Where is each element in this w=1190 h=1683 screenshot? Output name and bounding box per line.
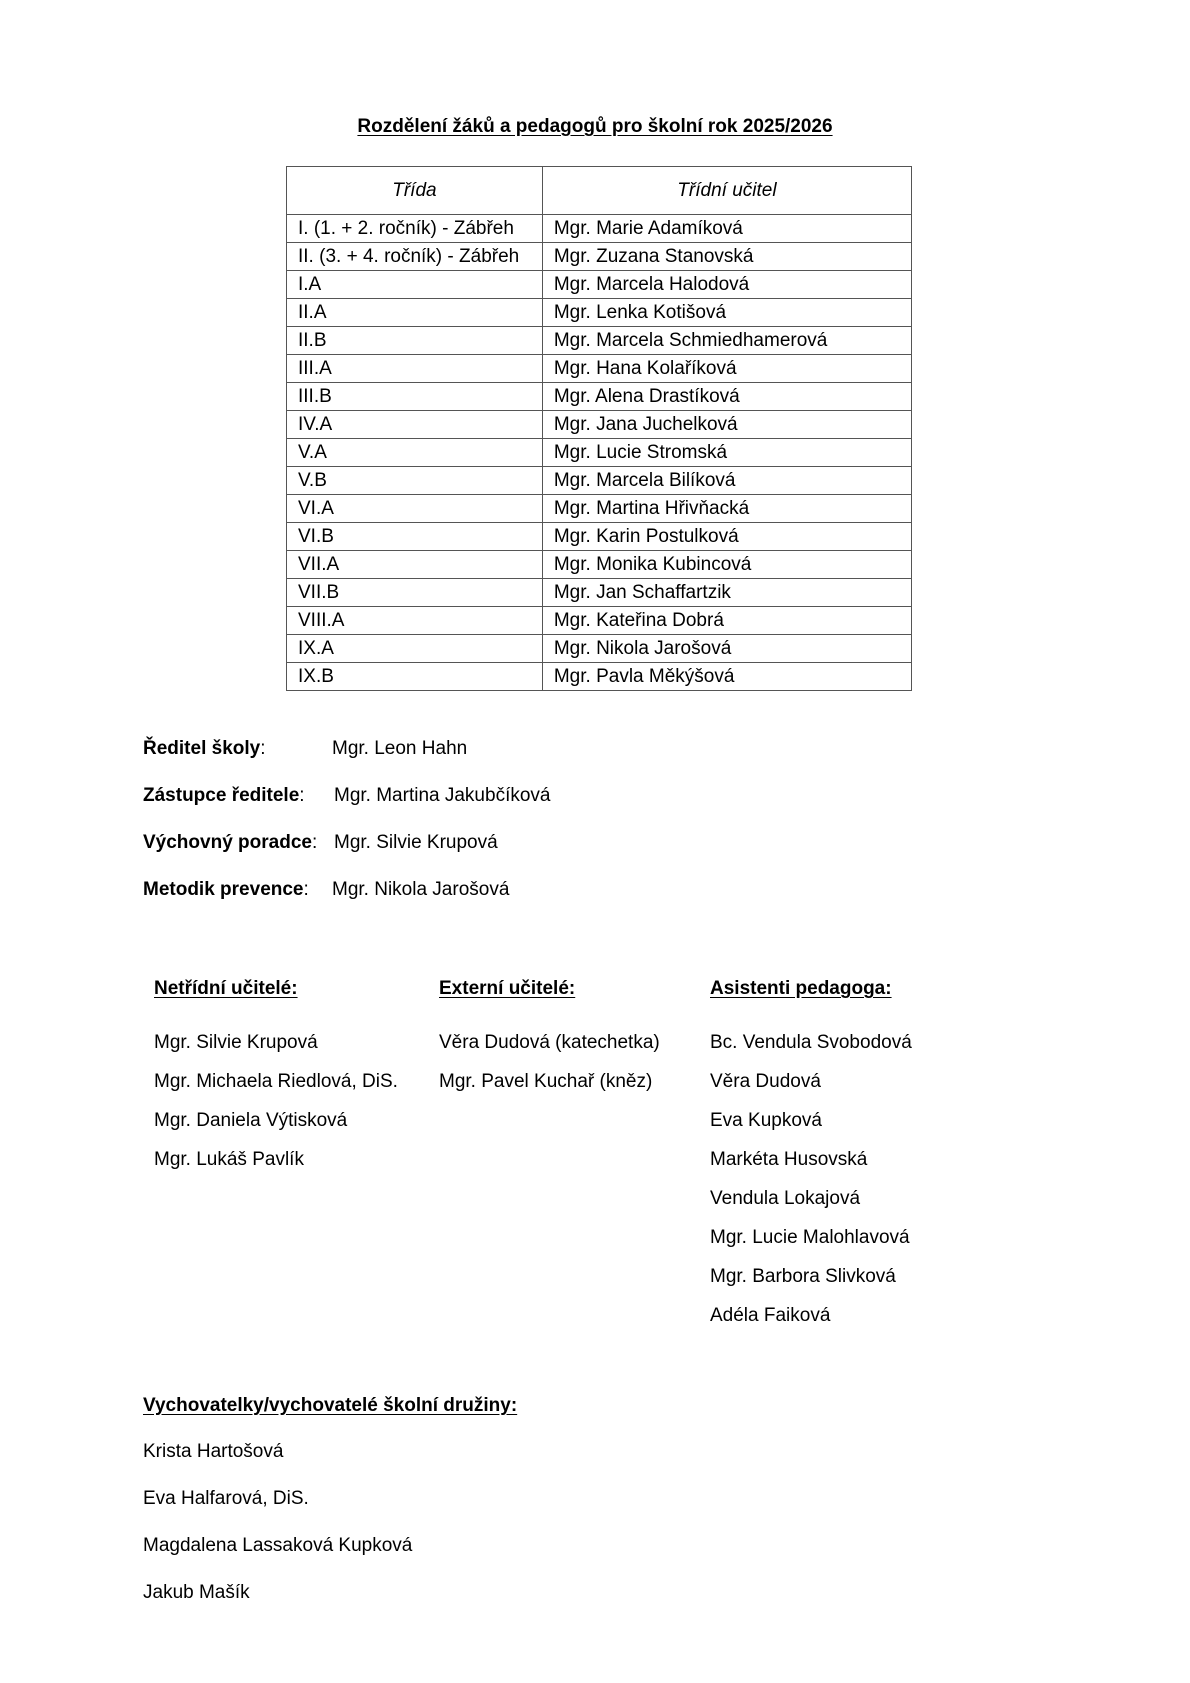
table-row xyxy=(287,411,912,439)
class-name-cell: II.B xyxy=(287,327,543,355)
role-value: Mgr. Nikola Jarošová xyxy=(332,879,510,900)
external-teachers-heading: Externí učitelé: xyxy=(439,978,576,999)
non-class-teacher-item: Mgr. Michaela Riedlová, DiS. xyxy=(154,1071,398,1092)
table-row xyxy=(287,551,912,579)
class-name-cell: VII.A xyxy=(287,551,543,579)
role-row-deputy xyxy=(143,785,551,809)
table-row xyxy=(287,607,912,635)
teacher-name-cell: Mgr. Karin Postulková xyxy=(542,523,911,551)
role-colon: : xyxy=(260,738,266,759)
non-class-teachers-heading: Netřídní učitelé: xyxy=(154,978,298,999)
table-header-row xyxy=(287,167,912,215)
class-name-cell: II.A xyxy=(287,299,543,327)
table-row xyxy=(287,439,912,467)
table-row xyxy=(287,327,912,355)
assistant-item: Mgr. Lucie Malohlavová xyxy=(710,1227,910,1248)
class-name-cell: III.A xyxy=(287,355,543,383)
after-school-club-heading: Vychovatelky/vychovatelé školní družiny: xyxy=(143,1395,518,1416)
column-header-class: Třída xyxy=(287,167,543,215)
teacher-name-cell: Mgr. Alena Drastíková xyxy=(542,383,911,411)
teacher-name-cell: Mgr. Lenka Kotišová xyxy=(542,299,911,327)
teacher-name-cell: Mgr. Kateřina Dobrá xyxy=(542,607,911,635)
table-row xyxy=(287,635,912,663)
role-value: Mgr. Silvie Krupová xyxy=(334,832,498,853)
after-school-club-item: Krista Hartošová xyxy=(143,1441,284,1462)
table-row xyxy=(287,523,912,551)
class-name-cell: VII.B xyxy=(287,579,543,607)
page-title: Rozdělení žáků a pedagogů pro školní rok 2025/2026 xyxy=(357,116,833,137)
role-row-counselor xyxy=(143,832,498,856)
assistant-item: Eva Kupková xyxy=(710,1110,822,1131)
assistants-heading: Asistenti pedagoga: xyxy=(710,978,892,999)
non-class-teacher-item: Mgr. Lukáš Pavlík xyxy=(154,1149,304,1170)
after-school-club-item: Jakub Mašík xyxy=(143,1582,250,1603)
class-name-cell: V.B xyxy=(287,467,543,495)
table-row xyxy=(287,243,912,271)
role-value: Mgr. Martina Jakubčíková xyxy=(334,785,551,806)
table-row xyxy=(287,355,912,383)
teacher-name-cell: Mgr. Zuzana Stanovská xyxy=(542,243,911,271)
assistant-item: Mgr. Barbora Slivková xyxy=(710,1266,896,1287)
class-name-cell: IX.B xyxy=(287,663,543,691)
table-row xyxy=(287,271,912,299)
teacher-name-cell: Mgr. Monika Kubincová xyxy=(542,551,911,579)
teacher-name-cell: Mgr. Jan Schaffartzik xyxy=(542,579,911,607)
assistant-item: Věra Dudová xyxy=(710,1071,821,1092)
role-label: Metodik prevence xyxy=(143,879,304,900)
role-label: Ředitel školy xyxy=(143,738,261,759)
assistant-item: Adéla Faiková xyxy=(710,1305,831,1326)
table-row xyxy=(287,663,912,691)
teacher-name-cell: Mgr. Lucie Stromská xyxy=(542,439,911,467)
role-value: Mgr. Leon Hahn xyxy=(332,738,468,759)
teacher-name-cell: Mgr. Hana Kolaříková xyxy=(542,355,911,383)
teacher-name-cell: Mgr. Marcela Halodová xyxy=(542,271,911,299)
class-name-cell: I.A xyxy=(287,271,543,299)
teacher-name-cell: Mgr. Pavla Měkýšová xyxy=(542,663,911,691)
column-header-teacher: Třídní učitel xyxy=(542,167,911,215)
class-name-cell: IV.A xyxy=(287,411,543,439)
class-name-cell: VI.A xyxy=(287,495,543,523)
teacher-name-cell: Mgr. Marcela Bilíková xyxy=(542,467,911,495)
teacher-name-cell: Mgr. Marcela Schmiedhamerová xyxy=(542,327,911,355)
teacher-name-cell: Mgr. Jana Juchelková xyxy=(542,411,911,439)
teacher-name-cell: Mgr. Martina Hřivňacká xyxy=(542,495,911,523)
class-name-cell: VIII.A xyxy=(287,607,543,635)
role-colon: : xyxy=(303,879,309,900)
teacher-name-cell: Mgr. Marie Adamíková xyxy=(542,215,911,243)
after-school-club-item: Eva Halfarová, DiS. xyxy=(143,1488,309,1509)
class-teacher-table xyxy=(286,166,912,691)
assistant-item: Vendula Lokajová xyxy=(710,1188,861,1209)
table-row xyxy=(287,383,912,411)
table-row xyxy=(287,215,912,243)
non-class-teacher-item: Mgr. Silvie Krupová xyxy=(154,1032,318,1053)
role-label: Zástupce ředitele xyxy=(143,785,300,806)
class-name-cell: VI.B xyxy=(287,523,543,551)
table-row xyxy=(287,579,912,607)
role-colon: : xyxy=(299,785,305,806)
class-name-cell: II. (3. + 4. ročník) - Zábřeh xyxy=(287,243,543,271)
table-row xyxy=(287,467,912,495)
class-name-cell: I. (1. + 2. ročník) - Zábřeh xyxy=(287,215,543,243)
role-row-director xyxy=(143,738,468,762)
teacher-name-cell: Mgr. Nikola Jarošová xyxy=(542,635,911,663)
table-body xyxy=(287,215,912,691)
role-colon: : xyxy=(311,832,318,853)
assistant-item: Bc. Vendula Svobodová xyxy=(710,1032,912,1053)
class-name-cell: V.A xyxy=(287,439,543,467)
external-teacher-item: Mgr. Pavel Kuchař (kněz) xyxy=(439,1071,653,1092)
assistant-item: Markéta Husovská xyxy=(710,1149,868,1170)
table-row xyxy=(287,495,912,523)
role-label: Výchovný poradce xyxy=(143,832,312,853)
class-name-cell: III.B xyxy=(287,383,543,411)
after-school-club-item: Magdalena Lassaková Kupková xyxy=(143,1535,413,1556)
external-teacher-item: Věra Dudová (katechetka) xyxy=(439,1032,660,1053)
non-class-teacher-item: Mgr. Daniela Výtisková xyxy=(154,1110,348,1131)
role-row-prevention xyxy=(143,879,510,903)
table-row xyxy=(287,299,912,327)
class-name-cell: IX.A xyxy=(287,635,543,663)
